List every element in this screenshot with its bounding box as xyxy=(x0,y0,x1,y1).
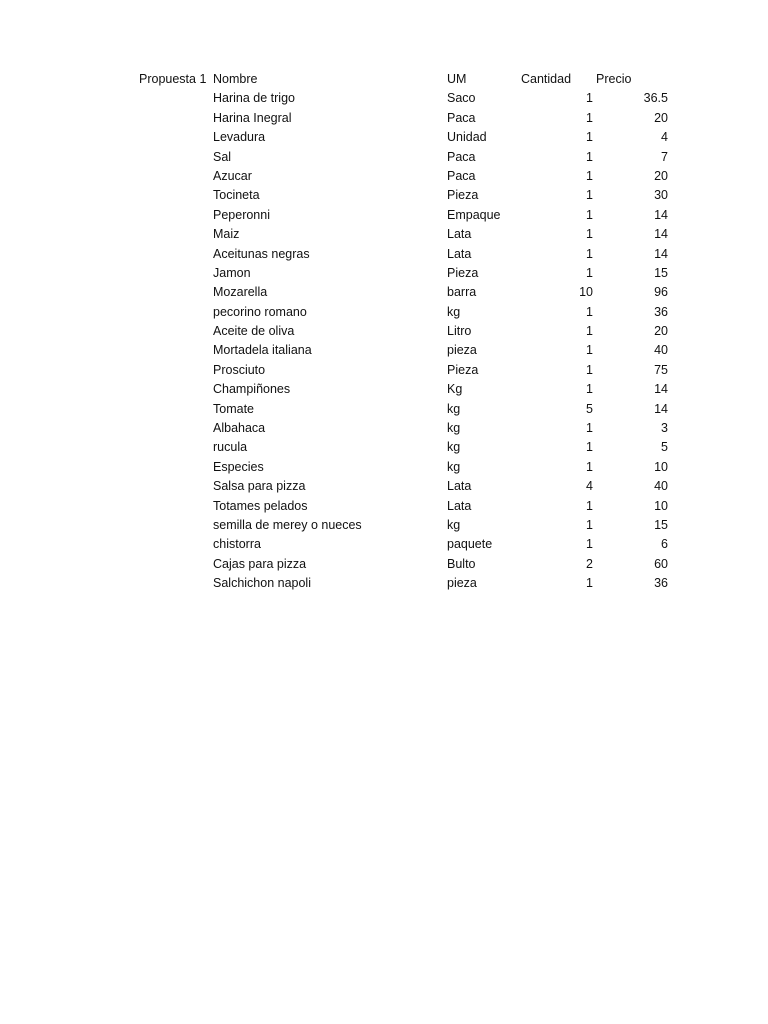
table-row xyxy=(0,438,768,457)
table-row xyxy=(0,574,768,593)
cell-precio: 36.5 xyxy=(643,91,668,106)
cell-cantidad: 1 xyxy=(586,576,593,591)
table-row xyxy=(0,535,768,554)
cell-nombre: Aceitunas negras xyxy=(213,246,310,261)
cell-precio: 20 xyxy=(654,110,668,125)
cell-precio: 20 xyxy=(654,168,668,183)
cell-precio: 14 xyxy=(654,382,668,397)
cell-cantidad: 1 xyxy=(586,440,593,455)
cell-nombre: Totames pelados xyxy=(213,498,308,513)
cell-nombre: semilla de merey o nueces xyxy=(213,517,362,532)
cell-cantidad: 1 xyxy=(586,304,593,319)
cell-precio: 60 xyxy=(654,556,668,571)
cell-precio: 40 xyxy=(654,479,668,494)
cell-um: kg xyxy=(447,401,461,416)
cell-nombre: Aceite de oliva xyxy=(213,324,295,339)
cell-nombre: Prosciuto xyxy=(213,362,266,377)
table-row xyxy=(0,400,768,419)
cell-um: Lata xyxy=(447,479,472,494)
cell-precio: 40 xyxy=(654,343,668,358)
cell-cantidad: 10 xyxy=(579,285,593,300)
cell-um: Kg xyxy=(447,382,463,397)
header-row xyxy=(0,70,768,89)
table-row xyxy=(0,322,768,341)
cell-nombre: chistorra xyxy=(213,537,261,552)
cell-um: Pieza xyxy=(447,188,479,203)
cell-um: Litro xyxy=(447,324,472,339)
cell-cantidad: 1 xyxy=(586,246,593,261)
cell-cantidad: 1 xyxy=(586,517,593,532)
cell-um: Paca xyxy=(447,168,476,183)
cell-um: kg xyxy=(447,421,461,436)
cell-precio: 7 xyxy=(661,149,668,164)
header-nombre: Nombre xyxy=(213,72,258,86)
cell-precio: 5 xyxy=(661,440,668,455)
cell-um: Paca xyxy=(447,110,476,125)
cell-precio: 6 xyxy=(661,537,668,552)
table-row xyxy=(0,419,768,438)
cell-cantidad: 1 xyxy=(586,91,593,106)
spreadsheet-table xyxy=(0,70,768,594)
cell-precio: 20 xyxy=(654,324,668,339)
cell-um: Lata xyxy=(447,227,472,242)
table-row xyxy=(0,225,768,244)
table-row xyxy=(0,206,768,225)
cell-nombre: Azucar xyxy=(213,168,252,183)
cell-cantidad: 4 xyxy=(586,479,593,494)
table-row xyxy=(0,109,768,128)
cell-nombre: Cajas para pizza xyxy=(213,556,307,571)
cell-nombre: pecorino romano xyxy=(213,304,307,319)
cell-cantidad: 1 xyxy=(586,207,593,222)
cell-cantidad: 1 xyxy=(586,459,593,474)
header-cantidad: Cantidad xyxy=(521,72,572,86)
cell-cantidad: 1 xyxy=(586,537,593,552)
cell-cantidad: 1 xyxy=(586,149,593,164)
table-row xyxy=(0,361,768,380)
table-row xyxy=(0,555,768,574)
cell-um: Pieza xyxy=(447,265,479,280)
cell-cantidad: 1 xyxy=(586,168,593,183)
cell-nombre: Salsa para pizza xyxy=(213,479,306,494)
table-row xyxy=(0,283,768,302)
cell-um: paquete xyxy=(447,537,493,552)
cell-nombre: Tomate xyxy=(213,401,254,416)
cell-um: Empaque xyxy=(447,207,501,222)
table-body xyxy=(0,89,768,593)
table-row xyxy=(0,380,768,399)
cell-nombre: Mortadela italiana xyxy=(213,343,312,358)
cell-cantidad: 2 xyxy=(586,556,593,571)
cell-precio: 14 xyxy=(654,227,668,242)
table-row xyxy=(0,89,768,108)
table-row xyxy=(0,167,768,186)
cell-um: kg xyxy=(447,440,461,455)
cell-cantidad: 1 xyxy=(586,343,593,358)
cell-precio: 14 xyxy=(654,401,668,416)
cell-precio: 14 xyxy=(654,246,668,261)
cell-um: Unidad xyxy=(447,130,487,145)
table-row xyxy=(0,148,768,167)
table-row xyxy=(0,516,768,535)
cell-um: pieza xyxy=(447,343,477,358)
cell-cantidad: 1 xyxy=(586,265,593,280)
cell-nombre: Harina Inegral xyxy=(213,110,292,125)
cell-nombre: Maiz xyxy=(213,227,240,242)
cell-precio: 30 xyxy=(654,188,668,203)
cell-precio: 96 xyxy=(654,285,668,300)
cell-precio: 15 xyxy=(654,265,668,280)
cell-cantidad: 1 xyxy=(586,130,593,145)
cell-precio: 15 xyxy=(654,517,668,532)
cell-cantidad: 1 xyxy=(586,498,593,513)
cell-nombre: Tocineta xyxy=(213,188,260,203)
cell-nombre: Salchichon napoli xyxy=(213,576,311,591)
cell-precio: 3 xyxy=(661,421,668,436)
cell-nombre: Peperonni xyxy=(213,207,270,222)
cell-cantidad: 1 xyxy=(586,188,593,203)
cell-um: Paca xyxy=(447,149,476,164)
cell-um: Saco xyxy=(447,91,476,106)
cell-nombre: rucula xyxy=(213,440,248,455)
table-row xyxy=(0,128,768,147)
cell-nombre: Champiñones xyxy=(213,382,291,397)
cell-um: barra xyxy=(447,285,477,300)
cell-um: kg xyxy=(447,517,461,532)
cell-precio: 36 xyxy=(654,304,668,319)
cell-nombre: Harina de trigo xyxy=(213,91,295,106)
table-row xyxy=(0,303,768,322)
cell-precio: 75 xyxy=(654,362,668,377)
header-precio: Precio xyxy=(596,72,632,86)
table-row xyxy=(0,186,768,205)
cell-cantidad: 5 xyxy=(586,401,593,416)
cell-nombre: Levadura xyxy=(213,130,266,145)
cell-nombre: Sal xyxy=(213,149,232,164)
cell-nombre: Albahaca xyxy=(213,421,266,436)
table-row xyxy=(0,458,768,477)
table-row xyxy=(0,245,768,264)
cell-um: Lata xyxy=(447,246,472,261)
cell-cantidad: 1 xyxy=(586,421,593,436)
cell-cantidad: 1 xyxy=(586,110,593,125)
cell-um: Bulto xyxy=(447,556,476,571)
table-row xyxy=(0,497,768,516)
cell-um: pieza xyxy=(447,576,477,591)
cell-um: Lata xyxy=(447,498,472,513)
proposal-label: Propuesta 1 xyxy=(139,72,207,86)
cell-precio: 10 xyxy=(654,459,668,474)
cell-um: kg xyxy=(447,304,461,319)
cell-cantidad: 1 xyxy=(586,362,593,377)
cell-precio: 4 xyxy=(661,130,668,145)
cell-precio: 10 xyxy=(654,498,668,513)
table-row xyxy=(0,341,768,360)
cell-precio: 14 xyxy=(654,207,668,222)
cell-nombre: Especies xyxy=(213,459,264,474)
cell-cantidad: 1 xyxy=(586,324,593,339)
cell-um: Pieza xyxy=(447,362,479,377)
cell-um: kg xyxy=(447,459,461,474)
cell-nombre: Mozarella xyxy=(213,285,268,300)
cell-cantidad: 1 xyxy=(586,382,593,397)
cell-cantidad: 1 xyxy=(586,227,593,242)
cell-nombre: Jamon xyxy=(213,265,251,280)
table-row xyxy=(0,264,768,283)
cell-precio: 36 xyxy=(654,576,668,591)
table-row xyxy=(0,477,768,496)
header-um: UM xyxy=(447,72,467,86)
